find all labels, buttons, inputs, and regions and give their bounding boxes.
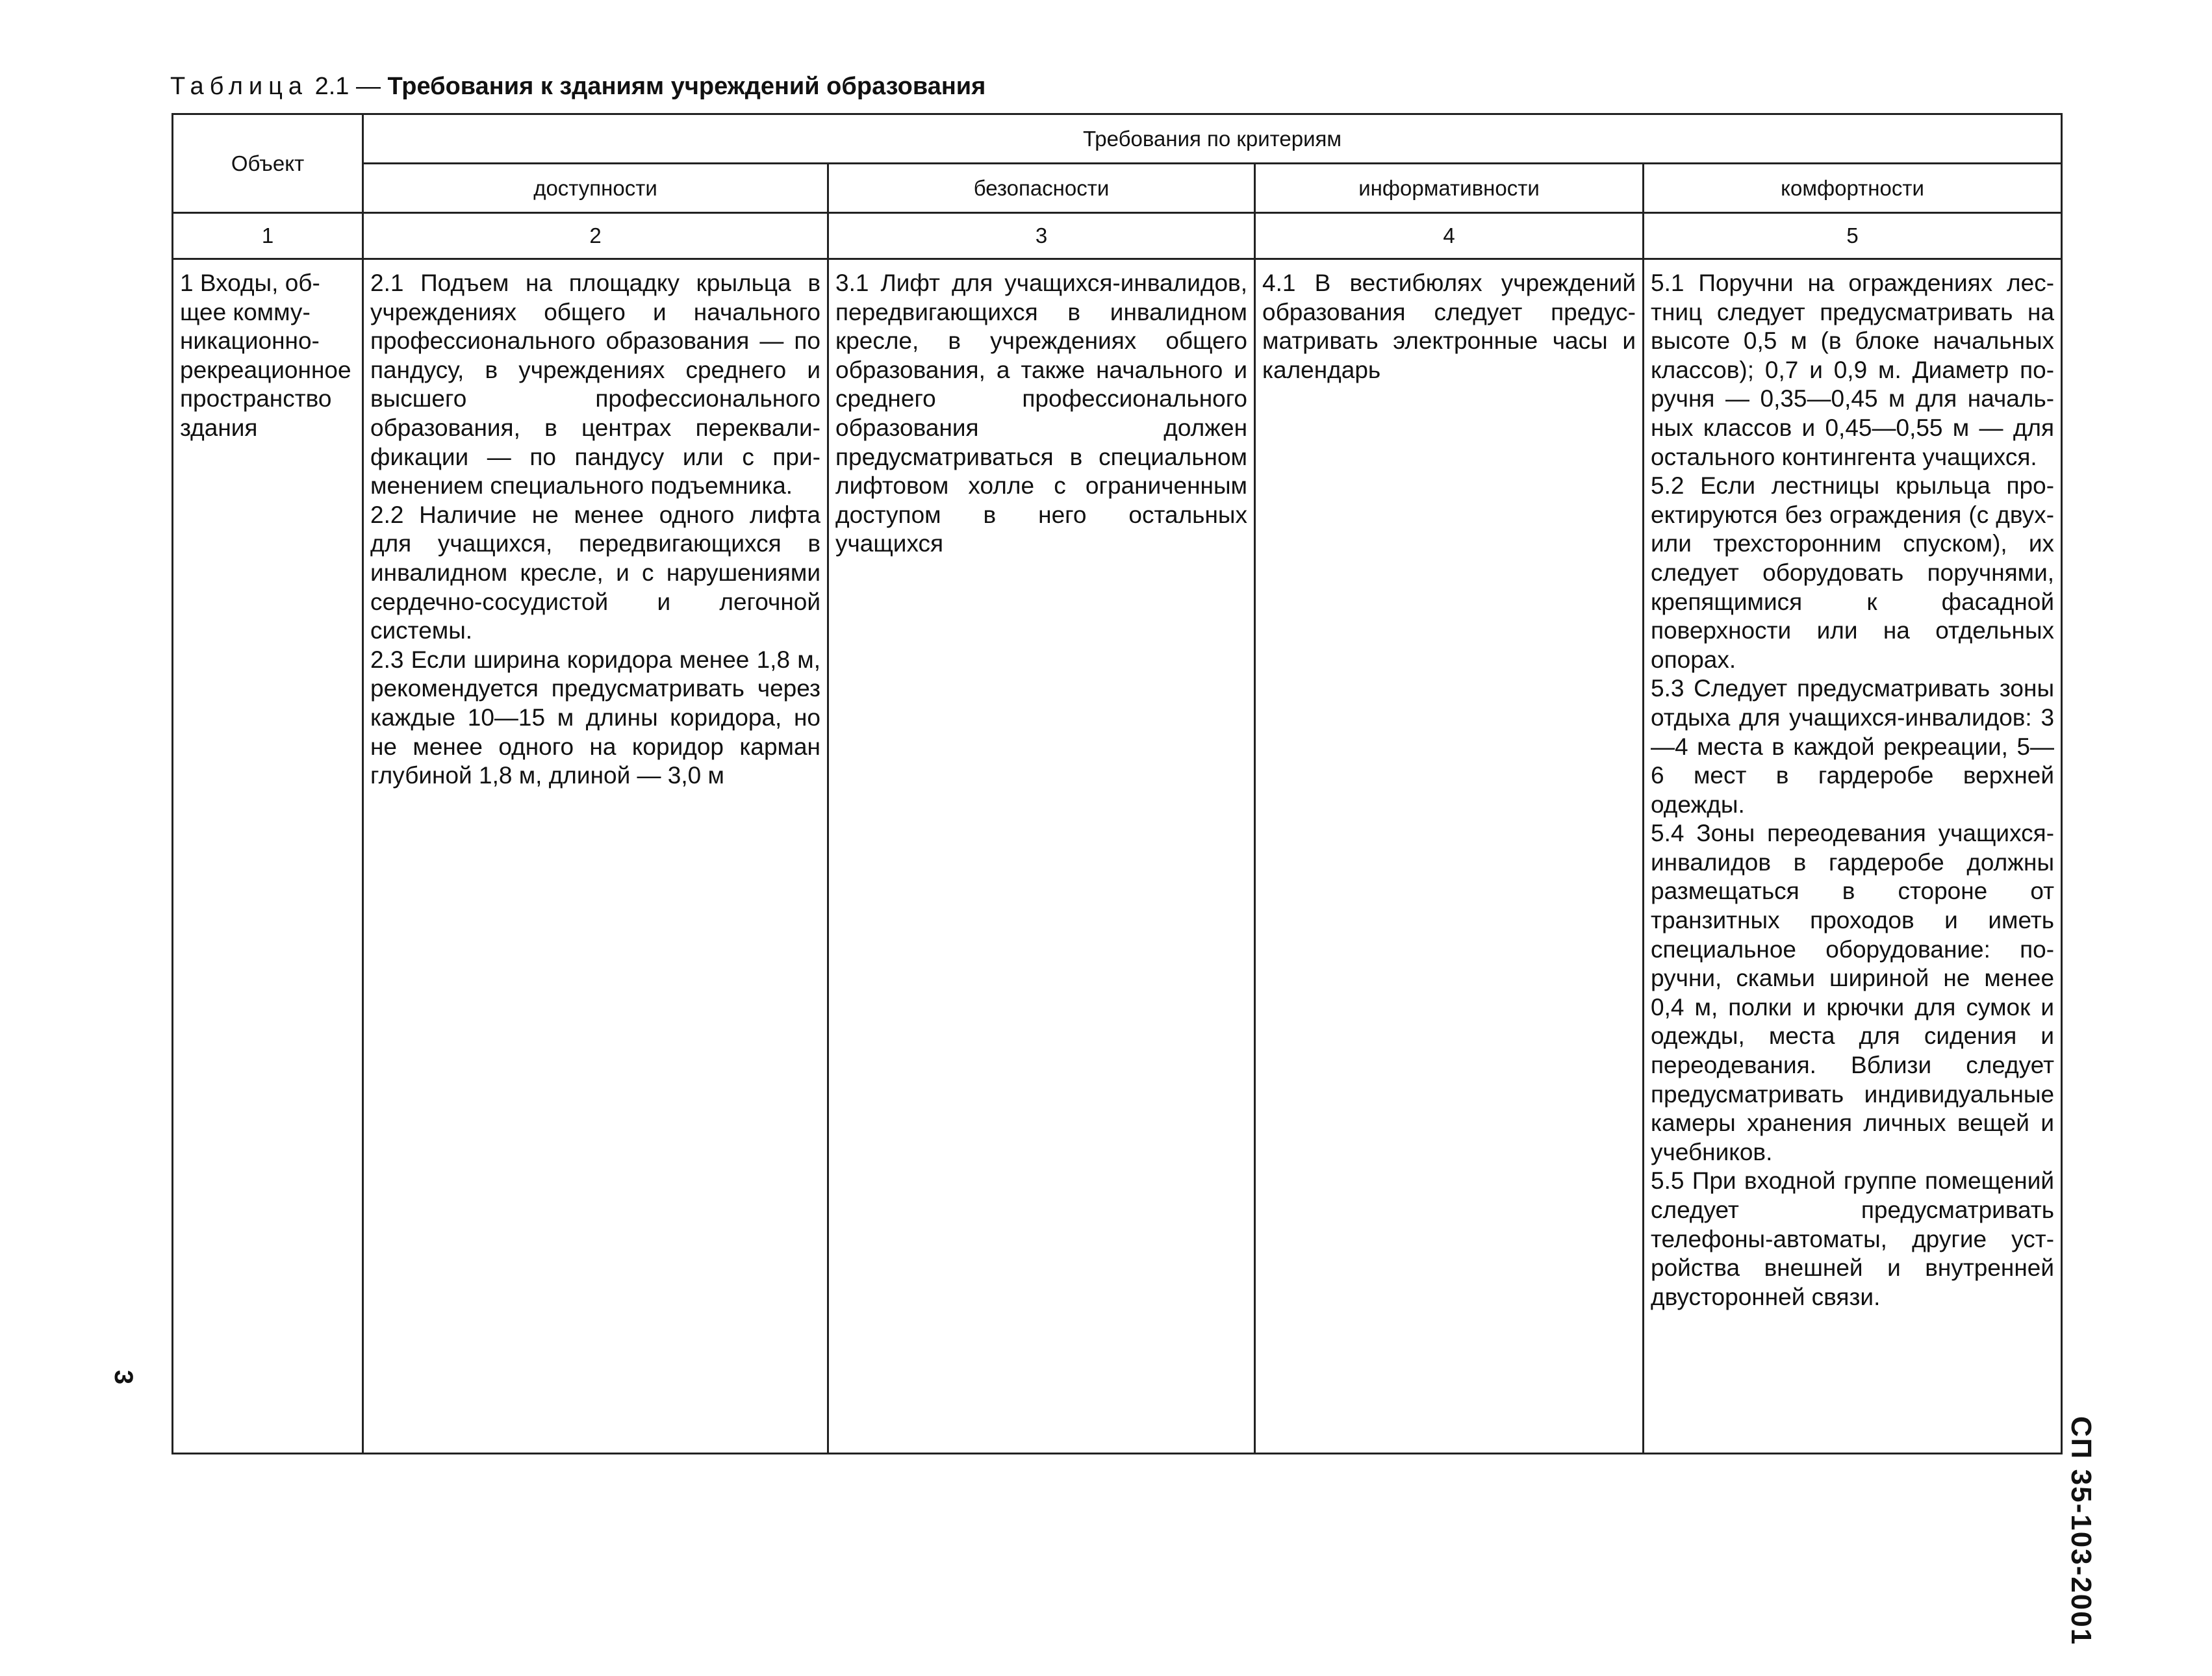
criterion-safety-header: безопасности (828, 164, 1255, 213)
caption-title: Требования к зданиям учреждений образования (387, 73, 986, 100)
page-number: 3 (109, 1369, 138, 1385)
requirement-paragraph: 2.1 Подъем на площадку крыльца в учреждениях общего и начального профессионального образования — по пандусу, в учреждениях среднего и высшего профессионального образования, в центрах переквалификации — по пандусу или с применением специального подъемника. (370, 270, 820, 500)
header-row-1 (173, 114, 2062, 164)
criteria-header: Требования по критериям (363, 114, 2062, 164)
requirement-paragraph: 5.5 При входной группе помещений следует предусматривать телефоны-автоматы, другие устройства внешней и внутренней двусторонней связи. (1651, 1167, 2055, 1310)
document-code: СП 35-103-2001 (2065, 1416, 2097, 1646)
requirements-table (172, 113, 2063, 1454)
requirement-paragraph: 5.4 Зоны переодевания учащихся-инвалидов в гардеробе должны размещаться в стороне от транзитных проходов и иметь специальное оборудование: поручни, скамьи шириной не менее 0,4 м, полки и крючки для сумок и одежды, места для сидения и переодевания. Вблизи следует предусматривать индивидуальные камеры хранения личных вещей и учебников. (1651, 820, 2055, 1165)
requirement-paragraph: 4.1 В вестибюлях учреждений образования следует предусматривать электронные часы и календарь (1262, 270, 1636, 383)
criterion-comfort-header: комфортности (1644, 164, 2062, 213)
requirement-paragraph: 2.2 Наличие не менее одного лифта для учащихся, передвигающихся в инвалидном кресле, и с нарушениями сердечно-сосудистой и легочной системы. (370, 501, 820, 644)
table-caption (170, 70, 985, 103)
requirement-paragraph: 2.3 Если ширина коридора менее 1,8 м, рекомендуется предусматривать через каждые 10—15 м длины коридора, но не менее одного на коридор карман глубиной 1,8 м, длиной — 3,0 м (370, 646, 820, 789)
requirement-paragraph: 5.2 Если лестницы крыльца проектируются без ограждения (с двух- или трехсторонним спуском), их следует оборудовать поручнями, крепящимися к фасадной поверхности или на отдельных опорах. (1651, 472, 2055, 673)
caption-number: 2.1 — (314, 73, 381, 100)
table-row (173, 259, 2062, 1454)
requirement-paragraph: 3.1 Лифт для учащихся-инвалидов, передвигающихся в инвалидном кресле, в учреждениях общего образования, а также начального и среднего профессионального образования должен предусматриваться в специальном лифтовом холле с ограниченным доступом в него остальных учащихся (835, 270, 1247, 557)
object-cell (173, 259, 363, 1454)
requirement-paragraph: 5.1 Поручни на ограждениях лестниц следует предусматривать на высоте 0,5 м (в блоке начальных классов); 0,7 и 0,9 м. Диаметр поручня — 0,35—0,45 м для начальных классов и 0,45—0,55 м — для остального контингента учащихся. (1651, 270, 2055, 470)
column-number: 4 (1255, 213, 1644, 259)
column-number: 2 (363, 213, 828, 259)
object-text: 1 Входы, общее коммуникационно-рекреационное пространство здания (180, 270, 351, 441)
column-number: 3 (828, 213, 1255, 259)
column-number: 1 (173, 213, 363, 259)
object-header: Объект (173, 114, 363, 213)
column-number-row (173, 213, 2062, 259)
requirement-paragraph: 5.3 Следует предусматривать зоны отдыха для учащихся-инвалидов: 3—4 места в каждой рекреации, 5—6 мест в гардеробе верхней одежды. (1651, 675, 2055, 818)
comfort-cell (1644, 259, 2062, 1454)
criterion-informativeness-header: информативности (1255, 164, 1644, 213)
accessibility-cell (363, 259, 828, 1454)
column-number: 5 (1644, 213, 2062, 259)
header-row-2 (173, 164, 2062, 213)
caption-prefix: Таблица (170, 73, 308, 100)
safety-cell (828, 259, 1255, 1454)
criterion-accessibility-header: доступности (363, 164, 828, 213)
informativeness-cell (1255, 259, 1644, 1454)
